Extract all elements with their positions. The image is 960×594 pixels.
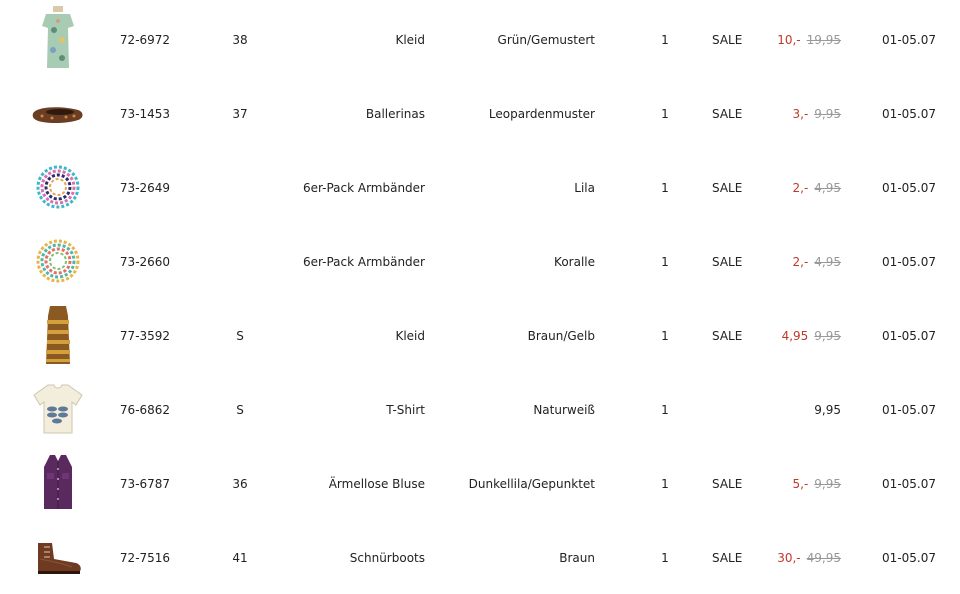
- color: Naturweiß: [533, 403, 595, 417]
- order-item-row: [0, 150, 960, 224]
- order-item-row: [0, 2, 960, 76]
- current-price: 2,-: [792, 181, 809, 195]
- quantity: 1: [661, 33, 669, 47]
- color: Grün/Gemustert: [497, 33, 595, 47]
- product-name[interactable]: Kleid: [395, 33, 425, 47]
- quantity: 1: [661, 403, 669, 417]
- old-price: 9,95: [814, 477, 841, 491]
- color: Braun/Gelb: [527, 329, 595, 343]
- current-price: 4,95: [781, 329, 809, 343]
- order-item-row: [0, 446, 960, 520]
- period: 01-05.07: [882, 551, 936, 565]
- quantity: 1: [661, 255, 669, 269]
- current-price: 3,-: [792, 107, 809, 121]
- product-name[interactable]: Kleid: [395, 329, 425, 343]
- sale-badge: [712, 402, 752, 418]
- product-name[interactable]: 6er-Pack Armbänder: [302, 181, 425, 195]
- price: [756, 550, 841, 566]
- old-price: 9,95: [814, 329, 841, 343]
- size: 41: [232, 551, 248, 565]
- price: [756, 32, 841, 48]
- price: [756, 476, 841, 492]
- old-price: 4,95: [814, 181, 841, 195]
- current-price: 2,-: [792, 255, 809, 269]
- product-name[interactable]: Ballerinas: [365, 107, 425, 121]
- color: Leopardenmuster: [488, 107, 595, 121]
- size: S: [236, 403, 244, 417]
- color: Braun: [559, 551, 595, 565]
- article-number: 73-6787: [119, 477, 171, 491]
- product-name[interactable]: T-Shirt: [386, 403, 425, 417]
- price: [756, 106, 841, 122]
- color: Koralle: [554, 255, 595, 269]
- quantity: 1: [661, 329, 669, 343]
- old-price: 19,95: [806, 33, 841, 47]
- period: 01-05.07: [882, 255, 936, 269]
- period: 01-05.07: [882, 107, 936, 121]
- order-item-row: [0, 224, 960, 298]
- sale-badge: SALE: [712, 181, 743, 195]
- sale-badge: SALE: [712, 33, 743, 47]
- article-number: 73-2649: [119, 181, 171, 195]
- sale-badge: SALE: [712, 255, 743, 269]
- price: [756, 180, 841, 196]
- product-name[interactable]: Ärmellose Bluse: [328, 477, 425, 491]
- article-number: 77-3592: [119, 329, 171, 343]
- sale-badge: SALE: [712, 107, 743, 121]
- floral-dress-icon[interactable]: [26, 6, 90, 72]
- order-item-row: [0, 520, 960, 594]
- product-name[interactable]: 6er-Pack Armbänder: [302, 255, 425, 269]
- article-number: 73-2660: [119, 255, 171, 269]
- size: 37: [232, 107, 248, 121]
- ballerina-shoe-icon[interactable]: [26, 80, 90, 146]
- price: [756, 402, 841, 418]
- color: Dunkellila/Gepunktet: [468, 477, 595, 491]
- bracelet-set-icon[interactable]: [26, 154, 90, 220]
- article-number: 72-6972: [119, 33, 171, 47]
- sale-badge: SALE: [712, 329, 743, 343]
- quantity: 1: [661, 181, 669, 195]
- quantity: 1: [661, 477, 669, 491]
- sale-badge: SALE: [712, 477, 743, 491]
- period: 01-05.07: [882, 329, 936, 343]
- sale-badge: SALE: [712, 551, 743, 565]
- price: [756, 328, 841, 344]
- article-number: 72-7516: [119, 551, 171, 565]
- product-name[interactable]: Schnürboots: [349, 551, 425, 565]
- size: 38: [232, 33, 248, 47]
- striped-dress-icon[interactable]: [26, 302, 90, 368]
- current-price: 9,95: [814, 403, 841, 417]
- color: Lila: [574, 181, 595, 195]
- sleeveless-blouse-icon[interactable]: [26, 450, 90, 516]
- quantity: 1: [661, 551, 669, 565]
- bracelet-set-icon[interactable]: [26, 228, 90, 294]
- size: 36: [232, 477, 248, 491]
- article-number: 73-1453: [119, 107, 171, 121]
- price: [756, 254, 841, 270]
- order-item-row: [0, 76, 960, 150]
- current-price: 5,-: [792, 477, 809, 491]
- old-price: 9,95: [814, 107, 841, 121]
- order-item-row: [0, 372, 960, 446]
- old-price: 4,95: [814, 255, 841, 269]
- period: 01-05.07: [882, 181, 936, 195]
- tshirt-icon[interactable]: [26, 376, 90, 442]
- order-item-row: [0, 298, 960, 372]
- period: 01-05.07: [882, 403, 936, 417]
- period: 01-05.07: [882, 477, 936, 491]
- period: 01-05.07: [882, 33, 936, 47]
- size: S: [236, 329, 244, 343]
- old-price: 49,95: [806, 551, 841, 565]
- article-number: 76-6862: [119, 403, 171, 417]
- quantity: 1: [661, 107, 669, 121]
- lace-up-boot-icon[interactable]: [26, 524, 90, 590]
- current-price: 10,-: [777, 33, 801, 47]
- current-price: 30,-: [777, 551, 801, 565]
